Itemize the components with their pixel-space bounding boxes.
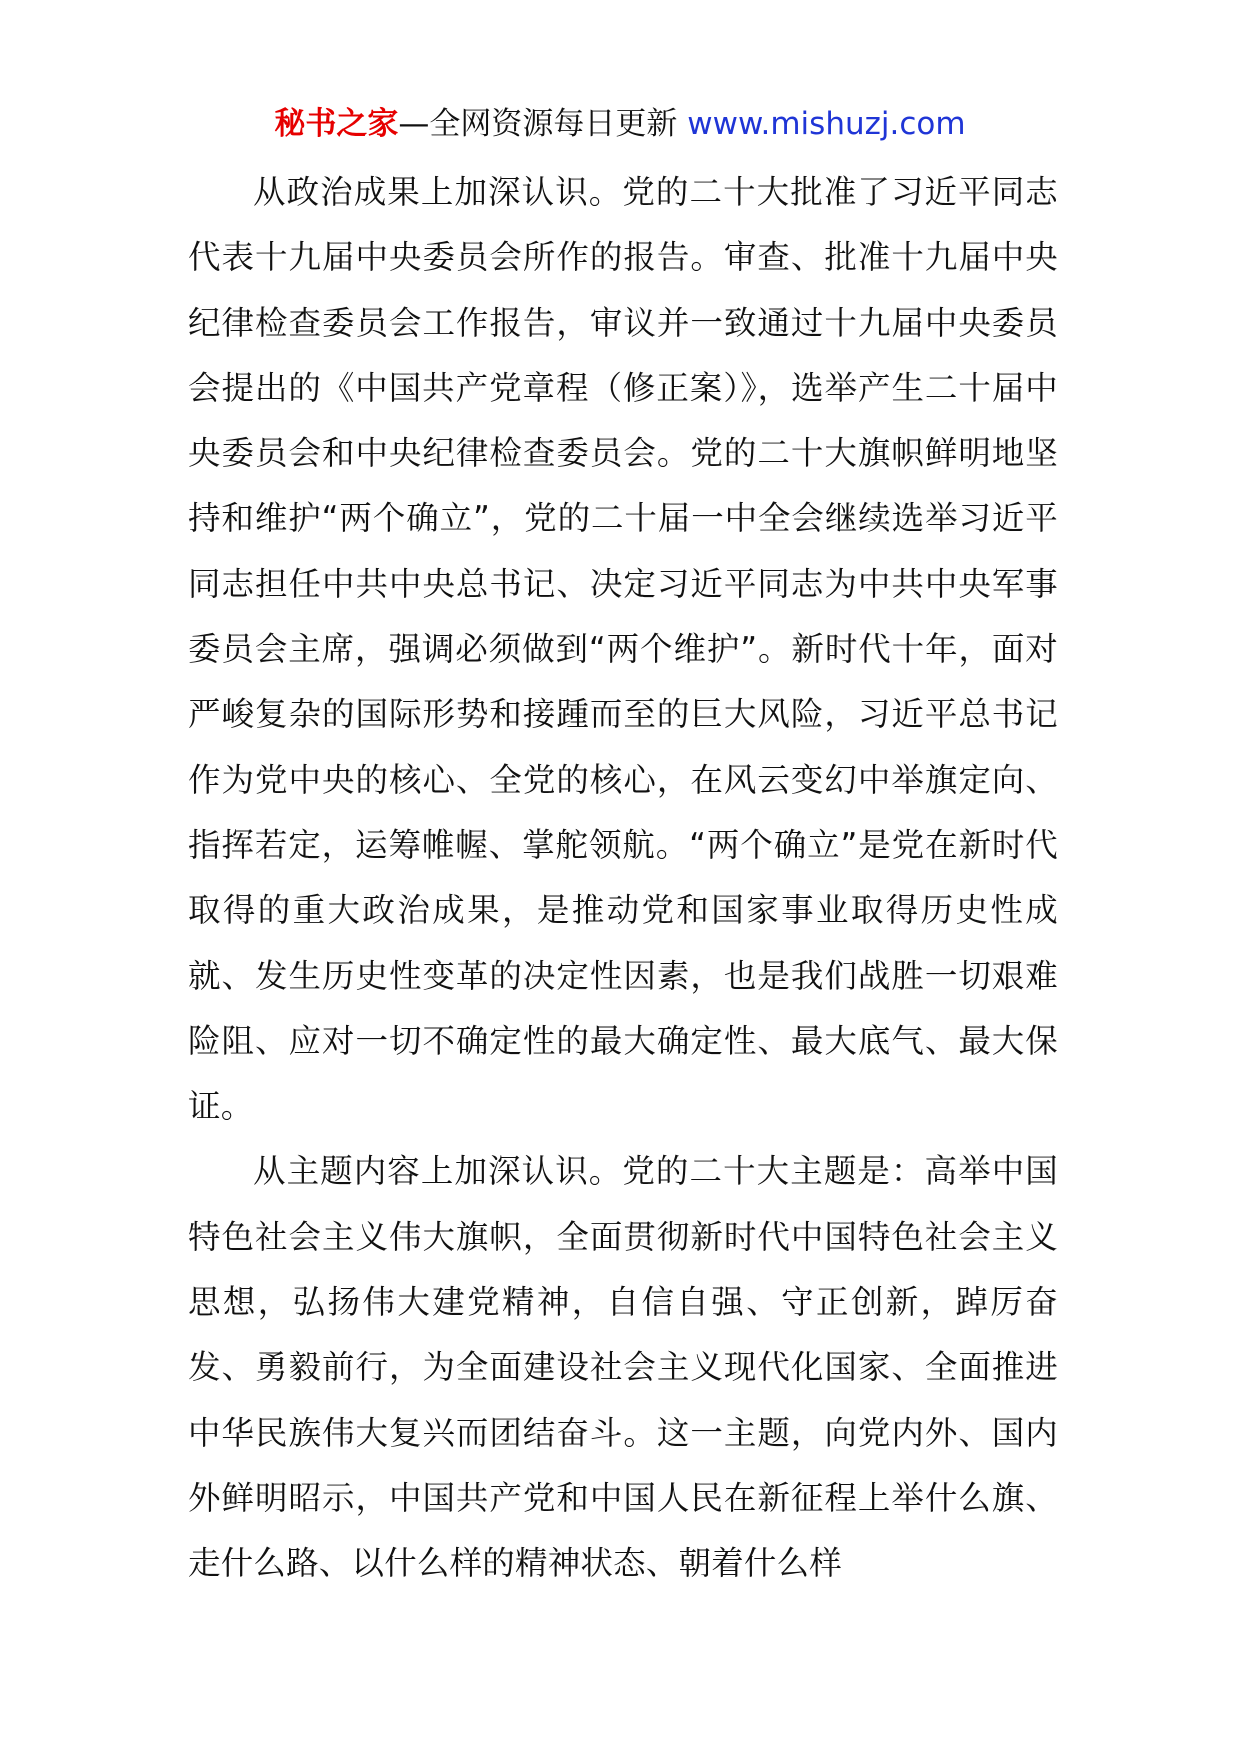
paragraph-political-achievements: 从政治成果上加深认识。党的二十大批准了习近平同志代表十九届中央委员会所作的报告。审查、批准十九届中央纪律检查委员会工作报告，审议并一致通过十九届中央委员会提出的《中国共产党章程（修正案）》，选举产生二十届中央委员会和中央纪律检查委员会。党的二十大旗帜鲜明地坚持和维护“两个确立”，党的二十届一中全会继续选举习近平同志担任中共中央总书记、决定习近平同志为中共中央军事委员会主席，强调必须做到“两个维护”。新时代十年，面对严峻复杂的国际形势和接踵而至的巨大风险，习近平总书记作为党中央的核心、全党的核心，在风云变幻中举旗定向、指挥若定，运筹帷幄、掌舵领航。“两个确立”是党在新时代取得的重大政治成果，是推动党和国家事业取得历史性成就、发生历史性变革的决定性因素，也是我们战胜一切艰难险阻、应对一切不确定性的最大确定性、最大底气、最大保证。 (188, 173, 1058, 1126)
header-slogan: —全网资源每日更新 (398, 106, 688, 142)
document-body (188, 160, 1058, 1597)
website-link[interactable]: www.mishuzj.com (687, 106, 966, 142)
paragraph-theme-content: 从主题内容上加深认识。党的二十大主题是：高举中国特色社会主义伟大旗帜，全面贯彻新时代中国特色社会主义思想，弘扬伟大建党精神，自信自强、守正创新，踔厉奋发、勇毅前行，为全面建设社会主义现代化国家、全面推进中华民族伟大复兴而团结奋斗。这一主题，向党内外、国内外鲜明昭示，中国共产党和中国人民在新征程上举什么旗、走什么路、以什么样的精神状态、朝着什么样 (188, 1152, 1058, 1583)
brand-name: 秘书之家 (274, 106, 399, 142)
page-header (0, 102, 1240, 146)
